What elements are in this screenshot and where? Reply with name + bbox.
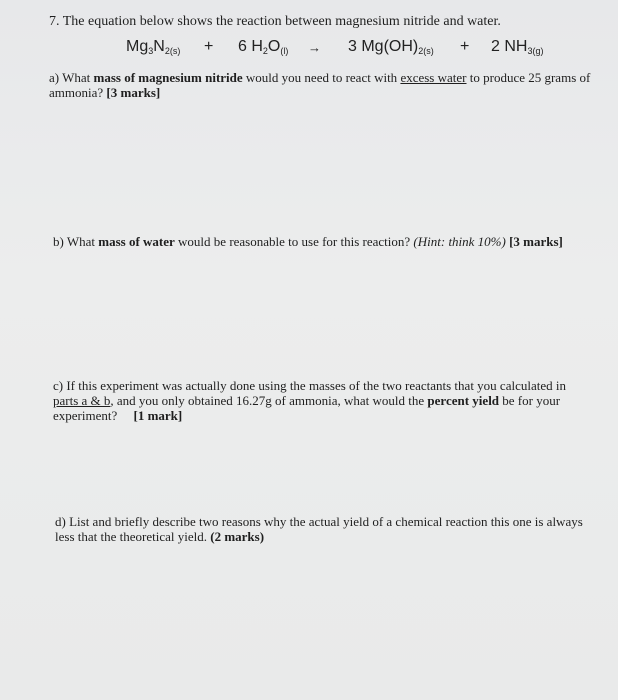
- question-part-c: c) If this experiment was actually done using the masses of the two reactants that you calculated in parts a & b, and you only obtained 16.27g of ammonia, what would the percent yield be for your experiment? [1 mark]: [53, 378, 566, 423]
- marks-label: [1 mark]: [133, 408, 183, 423]
- chemical-equation: [0, 38, 618, 62]
- marks-label: [3 marks]: [106, 85, 161, 100]
- product-magnesium-hydroxide: 3 $Mg(OH)_{2(s)}$: [348, 38, 434, 56]
- product-ammonia: 2 $NH_{3(g)}$: [491, 38, 544, 56]
- plus-sign: +: [204, 38, 214, 55]
- reaction-arrow: →: [308, 40, 321, 55]
- reactant-mg3n2: $Mg_3N_{2(s)}$: [126, 38, 181, 56]
- reactant-water: 6 $H_2O_{(l)}$: [238, 38, 289, 56]
- question-part-a: a) What mass of magnesium nitride would you need to react with excess water to produce 25 grams of ammonia? [3 marks]: [49, 70, 591, 100]
- hint-text: (Hint: think 10%): [413, 234, 506, 249]
- question-title: 7. The equation below shows the reaction between magnesium nitride and water.: [49, 14, 501, 29]
- marks-label: [3 marks]: [505, 234, 563, 249]
- question-part-d: d) List and briefly describe two reasons why the actual yield of a chemical reaction this one is always less that the theoretical yield. (2 marks): [55, 514, 583, 544]
- plus-sign: +: [460, 38, 470, 55]
- marks-label: (2 marks): [210, 529, 265, 544]
- question-part-b: b) What mass of water would be reasonable to use for this reaction? (Hint: think 10%) [3 marks]: [53, 234, 563, 249]
